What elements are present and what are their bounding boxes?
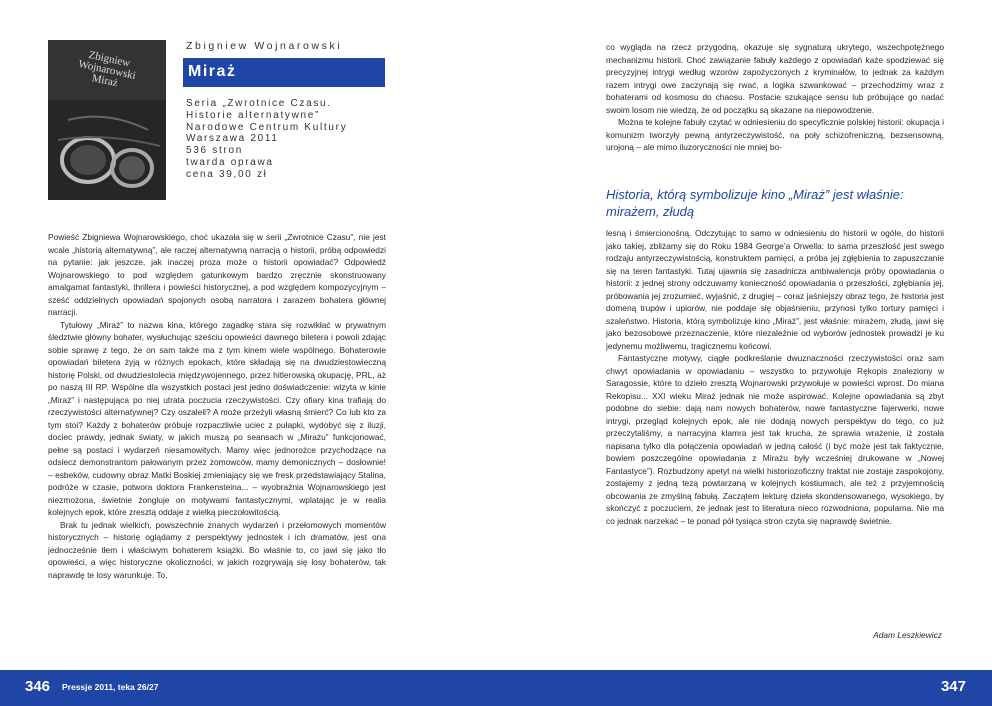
meta-line: 536 stron	[186, 145, 243, 157]
paragraph: Można te kolejne fabuły czytać w odniesieniu do specyficznie polskiej historii: okupacja i komunizm tworzyły pewną antyrzeczywistość, na poły schizofreniczną, bezsensowną, urojoną – ale mimo iluzoryczności nie mniej bo-	[606, 117, 944, 152]
reviewer-signature: Adam Leszkiewicz	[873, 630, 942, 640]
title-banner	[183, 58, 385, 87]
meta-line: twarda oprawa	[186, 156, 274, 168]
meta-line: cena 39,00 zł	[186, 168, 268, 180]
right-column-top-text	[606, 41, 944, 154]
cover-title: Zbigniew Wojnarowski Miraż	[77, 48, 137, 90]
meta-line: Narodowe Centrum Kultury	[186, 121, 348, 133]
pull-quote: Historia, którą symbolizuje kino „Miraż” jest właśnie: mirażem, złudą	[606, 187, 904, 219]
meta-line: Seria „Zwrotnice Czasu.	[186, 98, 332, 109]
left-page-number: 346	[25, 678, 51, 695]
book-title: Miraż	[188, 63, 237, 80]
book-cover	[48, 40, 166, 200]
meta-line: Warszawa 2011	[186, 133, 279, 145]
page-footer	[0, 670, 992, 706]
book-metadata	[186, 98, 347, 181]
paragraph: lesną i śmiercionośną. Odczytując to samo w odniesieniu do historii w ogóle, do historii jako takiej, zbliżamy się do Roku 1984 George’a Orwella: to sama przeszłość jest swego rodzaju antyrzeczywistością, konstruktem pamięci, a próba jej zgłębienia to zapuszczanie się na teren fantastyki. Tutaj ujawnia się zasadnicza ambiwalencja próby opowiadania o historii: z jednej strony odczuwamy konieczność opowiadania o przeszłości, zgłębiania jej, próbowania jej zrozumieć, wyjaśnić, z drugiej – coraz jaśniejszy obraz tego, że historia jest domeną trupów i upiorów, nie poddaje się objaśnieniu, przynosi tylko tortury pamięci i szaleństwo. Historia, którą symbolizuje kino „Miraż”, jest właśnie: mirażem, złudą, jawi się jako bezosobowe przeznaczenie, które niezależnie od wyborów jednostek prowadzi je ku jedynemu możliwemu, tragicznemu końcowi.	[606, 228, 944, 351]
book-author: Zbigniew Wojnarowski	[186, 40, 343, 52]
paragraph: Tytułowy „Miraż” to nazwa kina, którego zagadkę stara się rozwikłać w prywatnym śledztwie główny bohater, wysłuchując sześciu opowieści dawnego biletera i powoli zdając sobie sprawę z tego, że on sam także ma z tym kinem wiele wspólnego. Bohaterowie opowiadań biletera żyją w różnych epokach, które składają się na dwudziestowieczną historię Polski, od dwudziestolecia międzywojennego, przez hitlerowską okupację, PRL, aż po naszą III RP. Wspólne dla wszystkich postaci jest jedno doświadczenie: wizyta w kinie „Miraż” i następująca po niej utrata poczucia rzeczywistości. Czy ofiary kina trafiają do rzeczywistości alternatywnej? Czy oszaleli? A może przeżyli własną śmierć? Co lub kto za tym stoi? Każdy z bohaterów próbuje rozpaczliwie uciec z pułapki, wydobyć się z iluzji, dociec prawdy, jednak światy, w jakich muszą po seansach w „Mirażu” funkcjonować, pełne są postaci i wydarzeń niesamowitych. Mamy więc jednorożce przychodzące na odsiecz demonstrantom pałowanym przez zomowców, mamy demonicznych – dosłownie! – esbeków, cudowny obraz Matki Boskiej zmieniający się we fresk przedstawiający Stalina, podróże w czasie, potwora doktora Frankensteina... – wyobraźnia Wojnarowskiego jest niezmożona, świetnie żongluje on motywami fantastycznymi, wplatając je w realia kolejnych epok, które zresztą oddaje z wielką pieczołowitością.	[48, 319, 386, 517]
right-page-number: 347	[940, 678, 966, 695]
left-column-text	[48, 231, 386, 581]
paragraph: Brak tu jednak wielkich, powszechnie znanych wydarzeń i przełomowych momentów historycznych – historię oglądamy z perspektywy jednostek i ich dramatów, jest ona jednocześnie tłem i właściwym bohaterem książki. Bo właśnie to, co jawi się jako tło opowieści, a więc historyczne okoliczności, w jakich rozgrywają się losy bohaterów, tak naprawdę te losy warunkuje. To,	[48, 519, 386, 580]
paragraph: Fantastyczne motywy, ciągłe podkreślanie dwuznaczności rzeczywistości oraz sam chwyt opowiadania w opowiadaniu – wszystko to przywołuje Rękopis znaleziony w Saragossie, które to dzieło zresztą Wojnarowski przywołuje w powieści wprost. Do miana Rekopisu... XXI wieku Miraż jednak nie może aspirować. Kolejne opowiadania są zbyt podobne do siebie: dają nam nowych bohaterów, nowe fantastyczne fajerwerki, nowe intrygi, przegląd kolejnych epok, ale nie dodają nowych perspektyw do tego, co już przeczytaliśmy, a narracyjna klamra jest tak krucha, że sprawia wrażenie, iż została napisana tylko dla połączenia opowiadań w jedną całość (i być może jest tak faktycznie, bowiem poszczególne opowiadania z Mirażu były wcześniej drukowane w „Nowej Fantastyce”). Rozbudzony apetyt na wielki historiozoficzny traktat nie zostaje zaspokojony, zostajemy z jedną tezą powtarzaną w kolejnych kostiumach, ale też z przyjemnością obcowania ze zmyślną fabułą. Zaczątem lekturę dzieła skondensowanego, wysokiego, by skończyć z poczuciem, że jednak jest to literatura nieco rozwodniona, popularna. Nie ma co jednak narzekać – te ponad pół tysiąca stron czyta się naprawdę świetnie.	[606, 353, 944, 526]
meta-line: Historie alternatywne”	[186, 109, 321, 121]
issue-label: Pressje 2011, teka 26/27	[62, 682, 159, 692]
right-column-bottom-text	[606, 227, 944, 527]
paragraph: Powieść Zbigniewa Wojnarowskiego, choć ukazała się w serii „Zwrotnice Czasu”, nie jest wcale „historią alternatywną”, ale raczej alternatywną narracją o historii, próbą odpowiedzi na pytanie: jak jeszcze, jak inaczej proza może o historii opowiadać? Odpowiedź Wojnarowskiego to pod względem gatunkowym bardzo zręcznie skonstruowany amalgamat fantastyki, thrillera i powieści historycznej, a pod względem kompozycyjnym – sześć oddzielnych opowiadań spojonych osobą narratora i zarazem bohatera głównej narracji.	[48, 232, 386, 317]
paragraph: co wygląda na rzecz przygodną, okazuje się sygnaturą ukrytego, wszechpotężnego mechanizmu historii. Choć zawiązanie fabuły każdego z opowiadań każe spodziewać się precyzyjnej intrygi według wzorów zapożyczonych z kryminałów, to jednak za każdym razem intrygi owe zaczynają się rwać, a logika szwankować – przechodzimy wraz z bohaterami od kosmosu do chaosu. Postacie szukające sensu lub próbujące go nadać swoim losom nie wiedzą, że od początku są skazane na niepowodzenie.	[606, 42, 944, 115]
